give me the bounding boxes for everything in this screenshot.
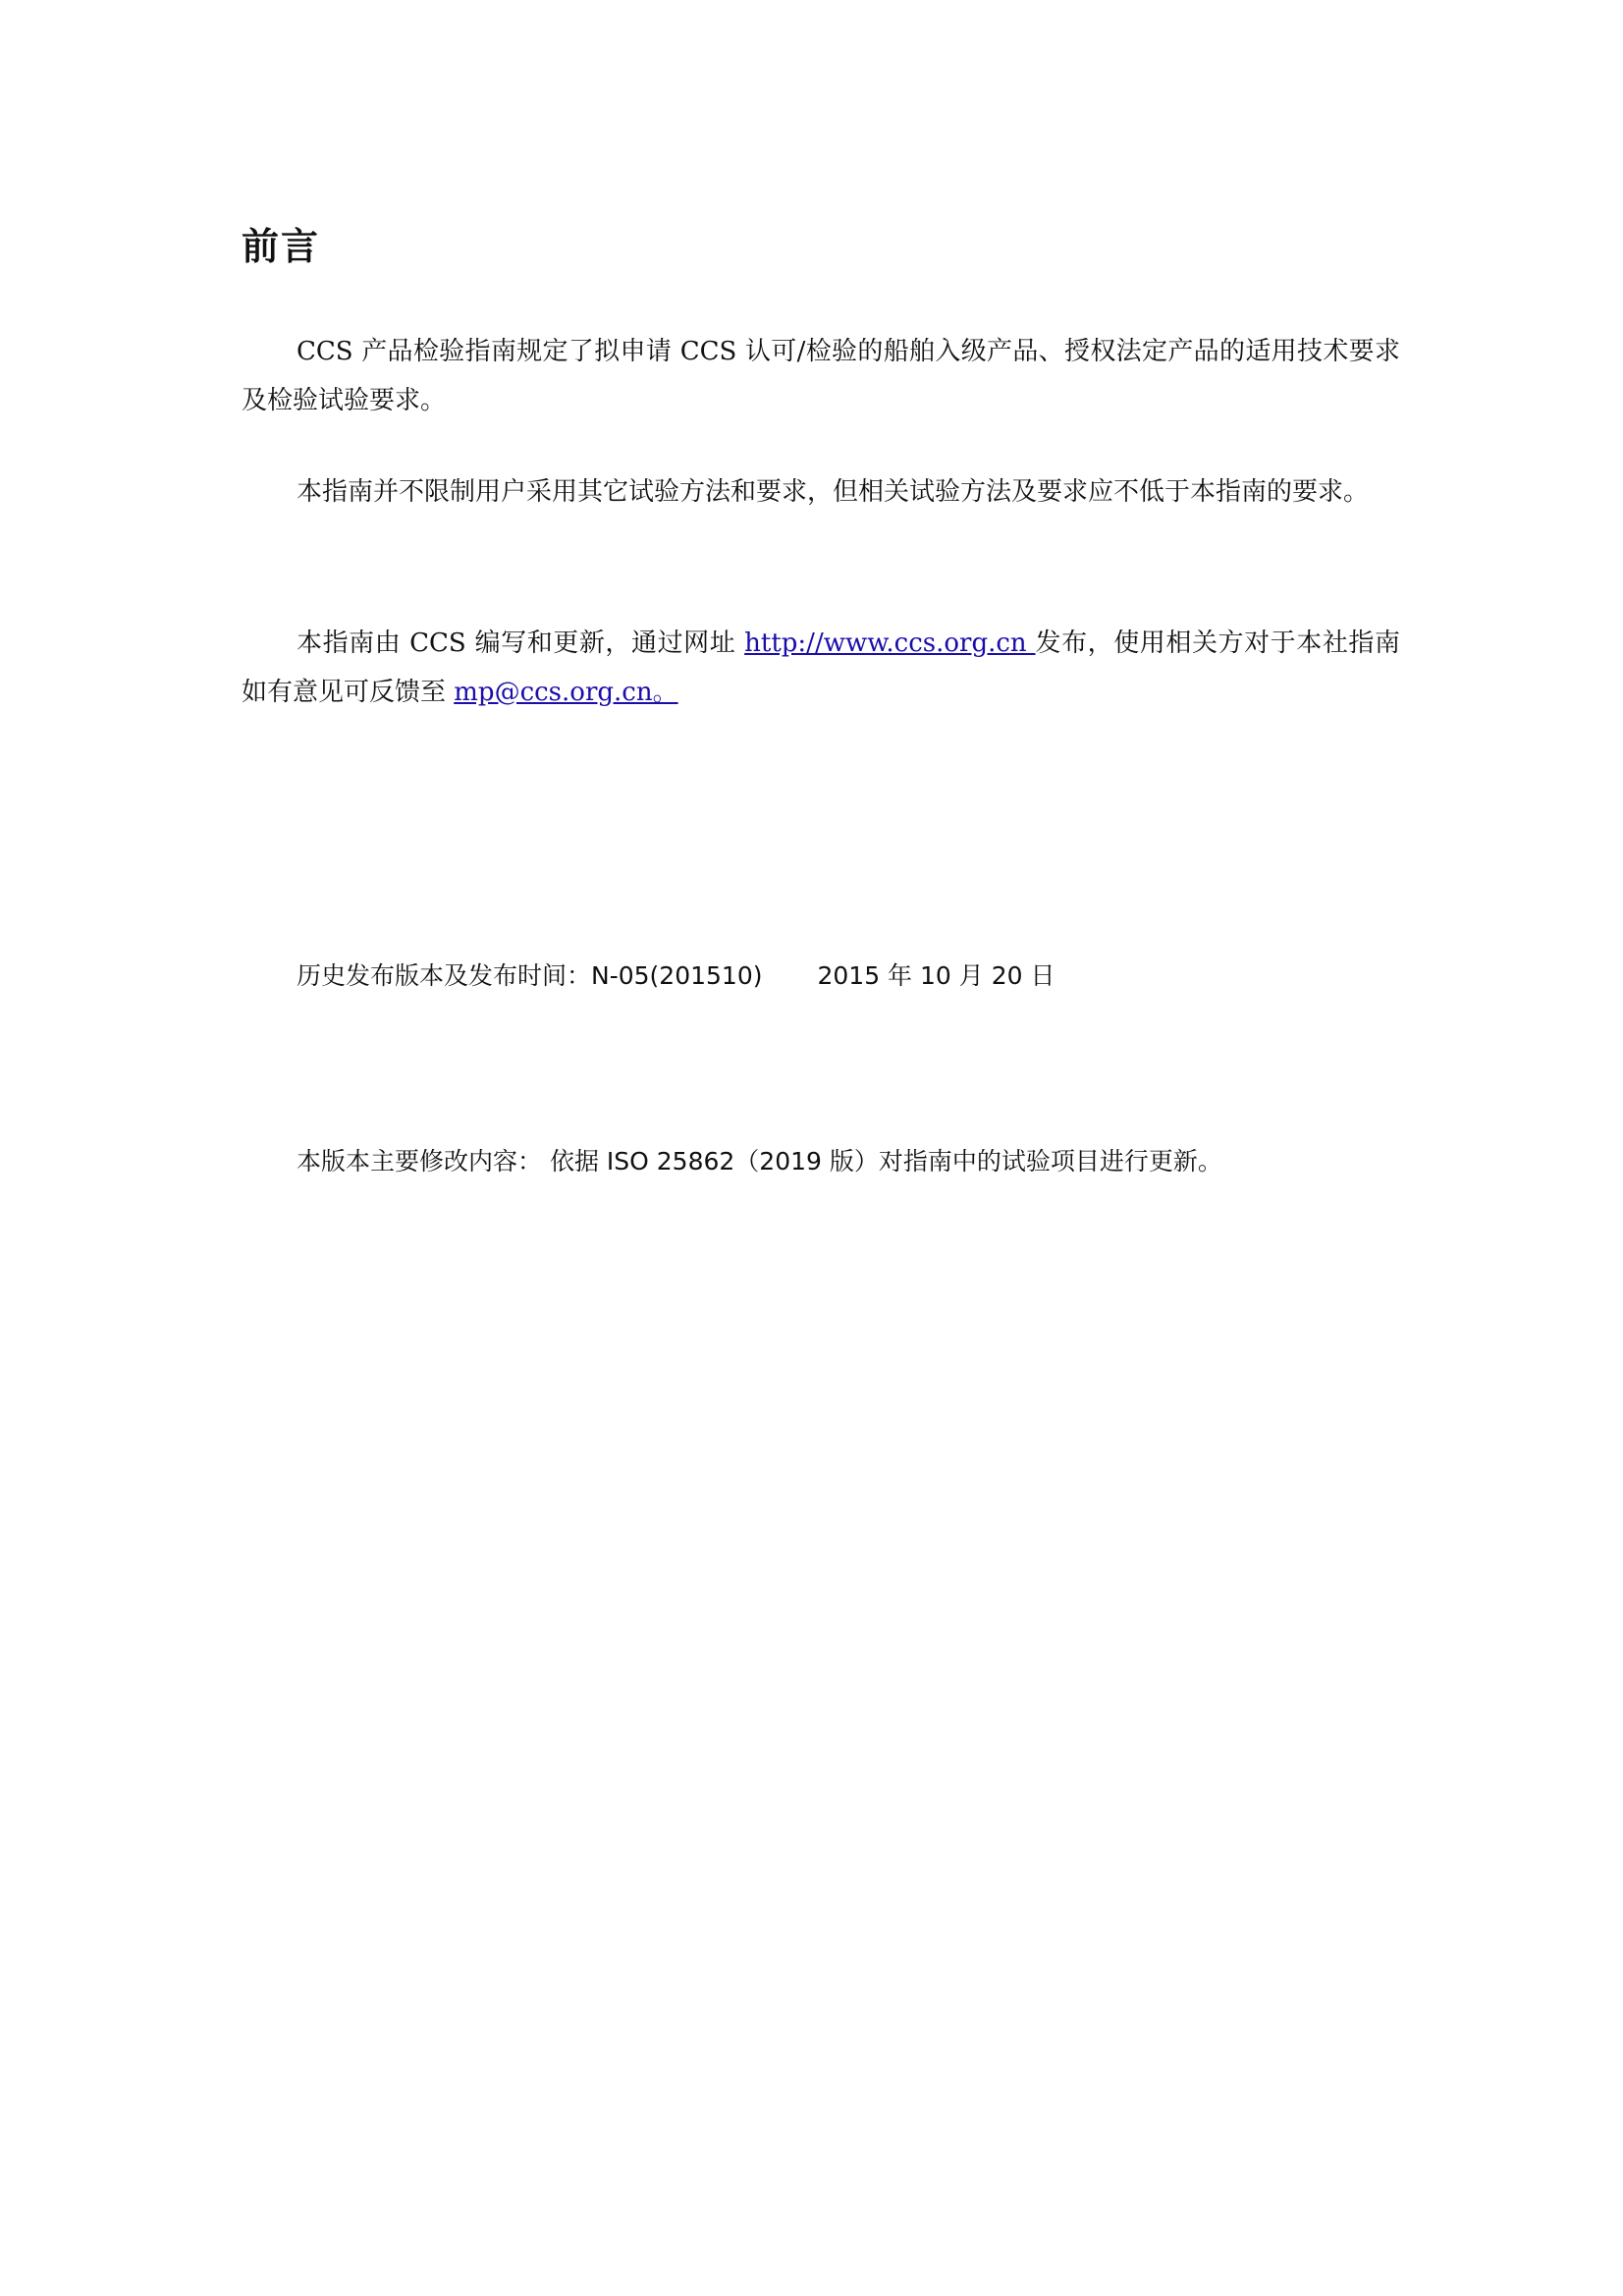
paragraph-limitation: 本指南并不限制用户采用其它试验方法和要求，但相关试验方法及要求应不低于本指南的要求。	[297, 477, 1370, 507]
history-date: 2015 年 10 月 20 日	[817, 961, 1055, 990]
history-label: 历史发布版本及发布时间：N-05(201510)	[297, 961, 763, 990]
history-line	[297, 957, 1055, 992]
paragraph-scope: CCS 产品检验指南规定了拟申请 CCS 认可/检验的船舶入级产品、授权法定产品的适用技术要求及检验试验要求。	[242, 337, 1400, 415]
publication-text-start: 本指南由 CCS 编写和更新，通过网址	[297, 629, 745, 658]
publication-text-middle: 发布，使用相关方对于本社指南如有意见可反馈至	[242, 629, 1400, 707]
revision-line: 本版本主要修改内容： 依据 ISO 25862（2019 版）对指南中的试验项目进行更新。	[297, 1147, 1222, 1175]
website-link[interactable]: http://www.ccs.org.cn	[744, 629, 1036, 658]
email-link[interactable]: mp@ccs.org.cn。	[454, 678, 678, 707]
paragraph-publication	[242, 619, 1400, 717]
page-title: 前言	[242, 225, 321, 268]
